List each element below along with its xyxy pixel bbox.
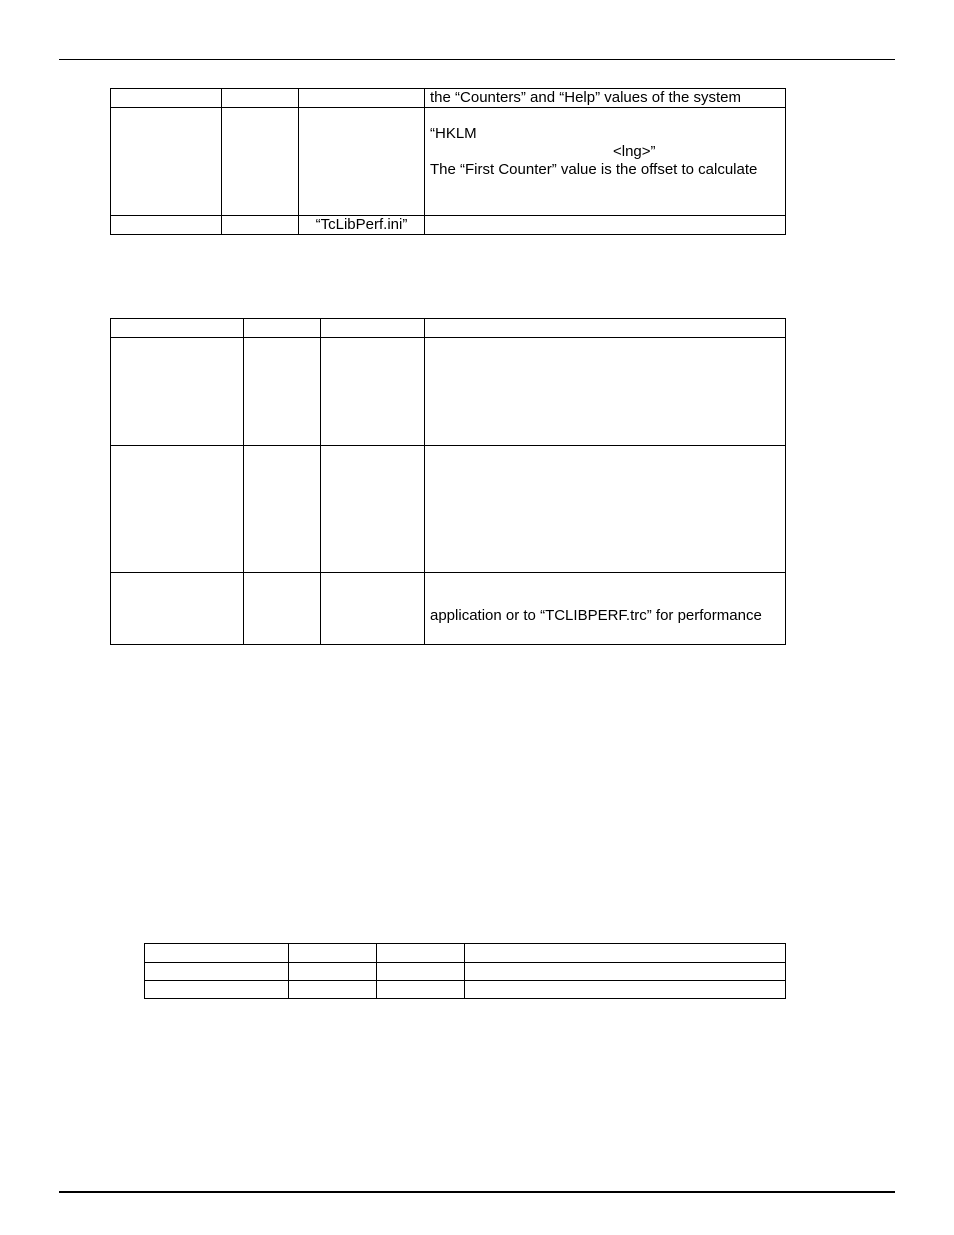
small-settings-table [144,943,786,999]
table-cell [465,963,786,981]
table-cell [465,981,786,999]
table-cell [289,963,377,981]
table-row [111,216,786,235]
table-cell [244,319,321,338]
table-row [111,319,786,338]
table-cell [425,319,786,338]
counters-help-text: the “Counters” and “Help” values of the system [430,89,741,106]
table-cell [321,446,425,573]
first-counter-text: The “First Counter” value is the offset to calculate [430,161,758,178]
table-row [111,89,786,108]
trace-file-text: application or to “TCLIBPERF.trc” for performance [430,607,762,624]
table-cell [111,89,222,108]
hklm-path-text: “HKLM [430,125,477,142]
footer-rule [59,1191,895,1193]
table-cell [377,963,465,981]
table-cell [321,573,425,645]
table-row [145,963,786,981]
table-cell [377,981,465,999]
ini-file-name: “TcLibPerf.ini” [315,216,408,233]
table-cell [111,319,244,338]
table-cell [111,338,244,446]
registry-settings-table [110,88,786,235]
table-cell [145,944,289,963]
table-cell [111,446,244,573]
table-cell [321,338,425,446]
table-cell [465,944,786,963]
table-cell [145,963,289,981]
table-cell [299,108,425,216]
table-cell [145,981,289,999]
table-cell [111,573,244,645]
table-cell [244,446,321,573]
table-cell [222,89,299,108]
lng-path-text: <lng>” [613,143,656,160]
table-cell [425,216,786,235]
table-cell [377,944,465,963]
header-rule [59,59,895,60]
table-row [111,446,786,573]
table-row [111,573,786,645]
table-cell [425,89,786,108]
trace-settings-table [110,318,786,645]
table-row [145,944,786,963]
table-cell [111,216,222,235]
table-cell [222,108,299,216]
table-cell [425,108,786,216]
table-cell [425,338,786,446]
table-cell [425,446,786,573]
table-row [111,108,786,216]
table-cell [244,573,321,645]
table-cell [425,573,786,645]
table-cell [289,944,377,963]
table-cell [299,216,425,235]
table-cell [289,981,377,999]
table-row [145,981,786,999]
table-cell [321,319,425,338]
table-cell [244,338,321,446]
table-row [111,338,786,446]
table-cell [111,108,222,216]
table-cell [222,216,299,235]
table-cell [299,89,425,108]
